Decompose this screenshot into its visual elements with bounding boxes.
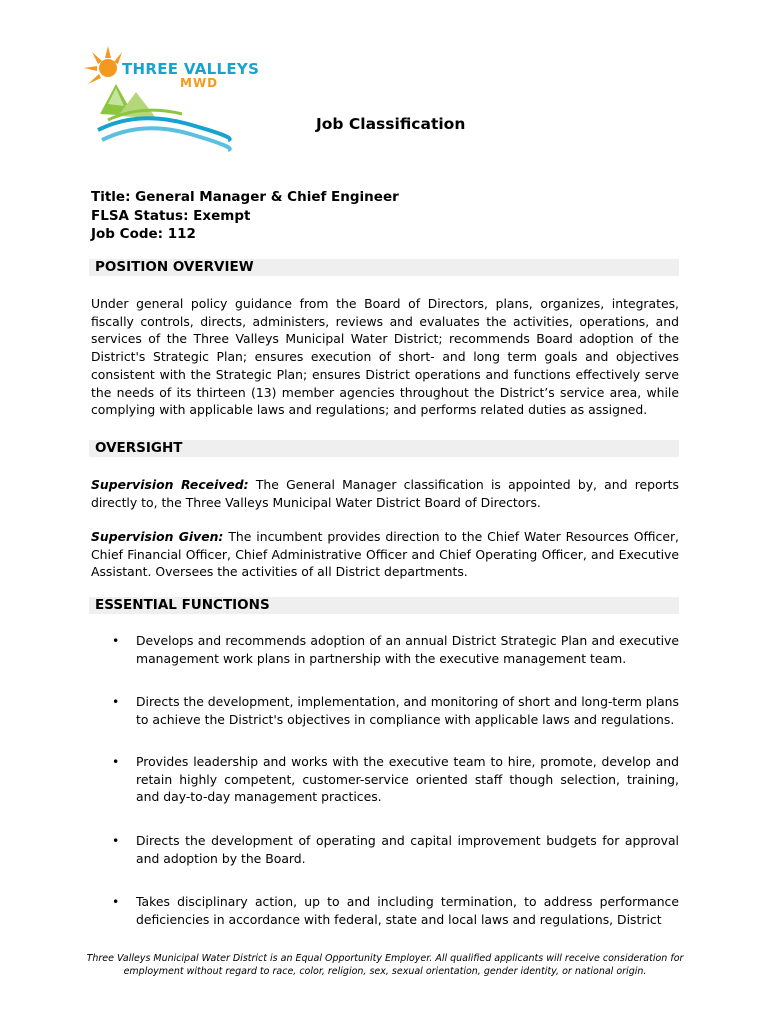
supervision-received-label: Supervision Received:: [91, 477, 249, 492]
page-footer: [60, 952, 710, 978]
footer-line2: employment without regard to race, color, religion, sex, sexual orientation, gender identity, or national origin.: [123, 966, 647, 977]
supervision-given: [91, 528, 679, 581]
supervision-given-text: The incumbent provides direction to the Chief Water Resources Officer, Chief Financial Officer, Chief Administrative Officer and Chief Operating Officer, and Executive Assistant. Oversees the activities of all District departments.: [91, 529, 679, 580]
job-title-line: Title: General Manager & Chief Engineer: [91, 189, 399, 205]
supervision-received-text: The General Manager classification is appointed by, and reports directly to, the Three Valleys Municipal Water District Board of Directors.: [91, 477, 679, 510]
section-heading-oversight: [89, 440, 679, 457]
logo-wordmark: [122, 60, 259, 90]
sun-icon: [84, 46, 122, 84]
section-heading-label: ESSENTIAL FUNCTIONS: [95, 597, 270, 613]
bullet-icon: •: [112, 833, 120, 848]
list-item-text: Directs the development, implementation, and monitoring of short and long-term plans to achieve the District's objectives in compliance with applicable laws and regulations.: [136, 694, 679, 727]
bullet-icon: •: [112, 754, 120, 769]
section-heading-label: POSITION OVERVIEW: [95, 259, 254, 275]
job-meta: [91, 188, 399, 244]
position-overview-text: Under general policy guidance from the Board of Directors, plans, organizes, integrates, fiscally controls, directs, administers, reviews and evaluates the activities, operations, and services of the Three Valleys Municipal Water District; recommends Board adoption of the District's Strategic Plan; ensures execution of short- and long term goals and objectives consistent with the Strategic Plan; ensures District operations and functions effectively serve the needs of its thirteen (13) member agencies throughout the District’s service area, while complying with applicable laws and regulations; and performs related duties as assigned.: [91, 296, 679, 418]
section-heading-position-overview: [89, 259, 679, 276]
supervision-received: [91, 476, 679, 511]
bullet-icon: •: [112, 633, 120, 648]
section-heading-label: OVERSIGHT: [95, 440, 183, 456]
supervision-given-label: Supervision Given:: [91, 529, 224, 544]
water-waves-graphic: [98, 110, 230, 150]
document-title: Job Classification: [316, 115, 466, 133]
job-code-line: Job Code: 112: [91, 226, 196, 242]
section-heading-essential-functions: [89, 597, 679, 614]
list-item-text: Provides leadership and works with the executive team to hire, promote, develop and retain highly competent, customer-service oriented staff though selection, training, and day-to-day management practices.: [136, 754, 679, 805]
list-item-text: Directs the development of operating and capital improvement budgets for approval and adoption by the Board.: [136, 833, 679, 866]
logo-line1: THREE VALLEYS: [122, 60, 260, 78]
list-item-text: Takes disciplinary action, up to and including termination, to address performance deficiencies in accordance with federal, state and local laws and regulations, District: [136, 894, 679, 927]
logo-line2: MWD: [180, 76, 219, 90]
bullet-icon: •: [112, 894, 120, 909]
bullet-icon: •: [112, 694, 120, 709]
flsa-status-line: FLSA Status: Exempt: [91, 207, 251, 224]
footer-line1: Three Valleys Municipal Water District is an Equal Opportunity Employer. All qualified applicants will receive consideration for: [86, 953, 684, 964]
list-item-text: Develops and recommends adoption of an annual District Strategic Plan and executive management work plans in partnership with the executive management team.: [136, 633, 679, 666]
